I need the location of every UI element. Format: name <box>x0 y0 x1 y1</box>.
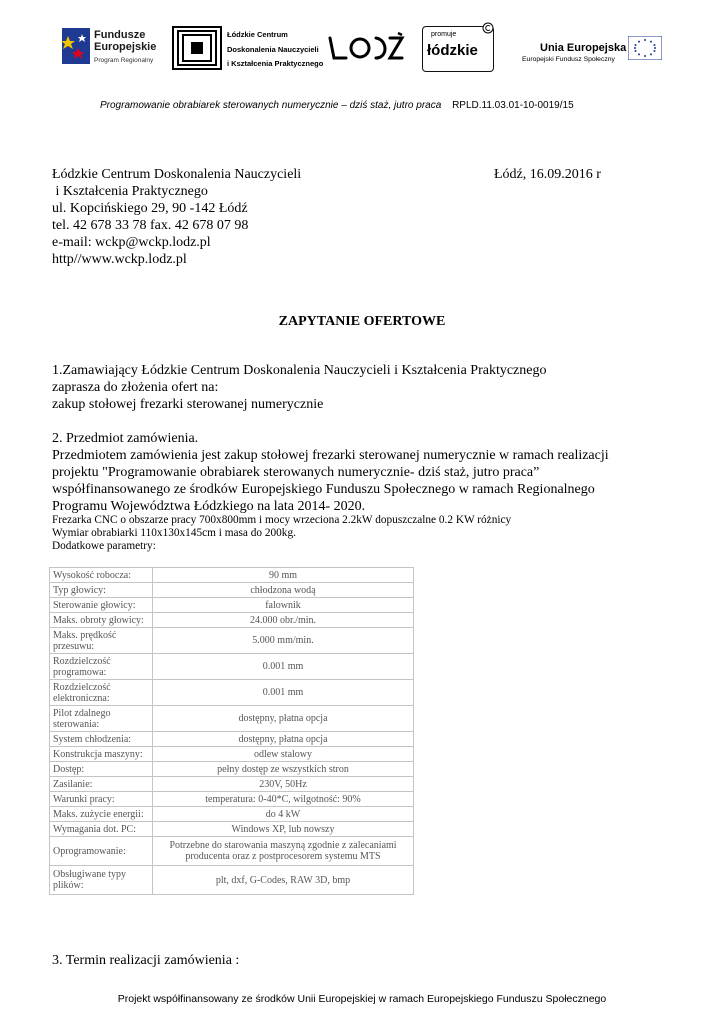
param-name: Pilot zdalnego sterowania: <box>50 706 153 732</box>
param-value: 5.000 mm/min. <box>153 628 414 654</box>
lc-logo-line1: Łódzkie Centrum <box>227 30 288 39</box>
section2-spec1: Frezarka CNC o obszarze pracy 700x800mm i mocy wrzeciona 2.2kW dopuszczalne 0.2 KW różnicy <box>52 514 512 526</box>
param-name: Konstrukcja maszyny: <box>50 747 153 762</box>
param-name: Dostęp: <box>50 762 153 777</box>
table-row <box>50 598 414 613</box>
table-row <box>50 837 414 866</box>
lodz-city-logo <box>326 16 406 78</box>
table-row <box>50 613 414 628</box>
table-row <box>50 822 414 837</box>
ue-logo-sub: Europejski Fundusz Społeczny <box>522 56 615 63</box>
param-name: Rozdzielczość programowa: <box>50 654 153 680</box>
param-name: Wysokość robocza: <box>50 568 153 583</box>
section2-p3: współfinansowanego ze środków Europejskiego Funduszu Społecznego w ramach Regionalnego <box>52 482 595 497</box>
table-row <box>50 777 414 792</box>
copyright-icon <box>482 22 494 34</box>
table-row <box>50 568 414 583</box>
param-value: 24.000 obr./min. <box>153 613 414 628</box>
table-row <box>50 628 414 654</box>
param-value: dostępny, płatna opcja <box>153 732 414 747</box>
sender-email: e-mail: wckp@wckp.lodz.pl <box>52 235 211 250</box>
param-value: dostępny, płatna opcja <box>153 706 414 732</box>
table-row <box>50 792 414 807</box>
page-footer: Projekt współfinansowany ze środków Unii Europejskiej w ramach Europejskiego Funduszu Społecznego <box>117 993 607 1005</box>
fe-logo-line1: Fundusze <box>94 29 146 41</box>
param-name: System chłodzenia: <box>50 732 153 747</box>
parameters-table <box>49 567 414 895</box>
section2-spec2: Wymiar obrabiarki 110x130x145cm i masa do 200kg. <box>52 527 296 539</box>
table-row <box>50 747 414 762</box>
table-row <box>50 866 414 895</box>
section2-p1: Przedmiotem zamówienia jest zakup stołowej frezarki sterowanej numerycznie w ramach realizacji <box>52 448 609 463</box>
sender-address: ul. Kopcińskiego 29, 90 -142 Łódź <box>52 201 248 216</box>
promuje-lodzkie-logo <box>422 16 496 78</box>
param-value: Windows XP, lub nowszy <box>153 822 414 837</box>
param-name: Sterowanie głowicy: <box>50 598 153 613</box>
param-name: Rozdzielczość elektroniczna: <box>50 680 153 706</box>
fe-logo-line2: Europejskie <box>94 41 157 53</box>
param-value: pełny dostęp ze wszystkich stron <box>153 762 414 777</box>
unia-europejska-logo <box>510 16 660 78</box>
section2-heading: 2. Przedmiot zamówienia. <box>52 431 199 446</box>
table-row <box>50 762 414 777</box>
param-name: Maks. zużycie energii: <box>50 807 153 822</box>
section2-p4: Programu Województwa Łódzkiego na lata 2014- 2020. <box>52 499 366 514</box>
fe-logo-sub: Program Regionalny <box>94 57 154 64</box>
place-date: Łódź, 16.09.2016 r <box>494 167 601 182</box>
param-value: 230V, 50Hz <box>153 777 414 792</box>
table-row <box>50 706 414 732</box>
param-name: Warunki pracy: <box>50 792 153 807</box>
section1-line1: 1.Zamawiający Łódzkie Centrum Doskonalenia Nauczycieli i Kształcenia Praktycznego <box>52 363 547 378</box>
table-row <box>50 807 414 822</box>
fe-flag-icon <box>62 28 90 64</box>
parameters-table-body <box>50 568 414 895</box>
section1-line3: zakup stołowej frezarki sterowanej numerycznie <box>52 397 324 412</box>
section3-heading: 3. Termin realizacji zamówienia : <box>52 953 240 968</box>
ue-logo-title: Unia Europejska <box>540 42 627 54</box>
param-value: plt, dxf, G-Codes, RAW 3D, bmp <box>153 866 414 895</box>
param-name: Obsługiwane typy plików: <box>50 866 153 895</box>
table-row <box>50 654 414 680</box>
param-value: falownik <box>153 598 414 613</box>
eu-flag-icon <box>628 36 662 60</box>
param-value: 90 mm <box>153 568 414 583</box>
project-title: Programowanie obrabiarek sterowanych numerycznie – dziś staż, jutro praca <box>100 100 442 111</box>
project-header-line <box>100 100 660 111</box>
section2-spec3: Dodatkowe parametry: <box>52 540 156 552</box>
param-value: chłodzona wodą <box>153 583 414 598</box>
sender-phone: tel. 42 678 33 78 fax. 42 678 07 98 <box>52 218 249 233</box>
param-name: Typ głowicy: <box>50 583 153 598</box>
param-name: Maks. prędkość przesuwu: <box>50 628 153 654</box>
param-value: 0.001 mm <box>153 680 414 706</box>
lodz-logo-icon <box>326 32 406 64</box>
section2-p2: projektu "Programowanie obrabiarek sterowanych numerycznie- dziś staż, jutro praca” <box>52 465 540 480</box>
param-value: temperatura: 0-40*C, wilgotność: 90% <box>153 792 414 807</box>
section1-line2: zaprasza do złożenia ofert na: <box>52 380 219 395</box>
lcdnikp-logo <box>172 16 324 78</box>
sender-name2: i Kształcenia Praktycznego <box>52 184 208 199</box>
lc-logo-line3: i Kształcenia Praktycznego <box>227 59 324 68</box>
param-name: Zasilanie: <box>50 777 153 792</box>
param-value: odlew stalowy <box>153 747 414 762</box>
sender-www: http//www.wckp.lodz.pl <box>52 252 187 267</box>
table-row <box>50 583 414 598</box>
sender-name: Łódzkie Centrum Doskonalenia Nauczycieli <box>52 167 302 182</box>
param-value: 0.001 mm <box>153 654 414 680</box>
document-title: ZAPYTANIE OFERTOWE <box>278 314 446 329</box>
param-name: Oprogramowanie: <box>50 837 153 866</box>
project-code: RPLD.11.03.01-10-0019/15 <box>452 100 574 111</box>
fundusze-europejskie-logo <box>58 16 168 78</box>
table-row <box>50 680 414 706</box>
promuje-small: promuje <box>431 31 457 38</box>
lcdnikp-emblem-icon <box>172 26 222 70</box>
param-value: Potrzebne do starowania maszyną zgodnie z zalecaniami producenta oraz z postprocesorem systemu MTS <box>153 837 414 866</box>
lc-logo-line2: Doskonalenia Nauczycieli <box>227 45 319 54</box>
promuje-big: łódzkie <box>427 42 478 59</box>
param-name: Wymagania dot. PC: <box>50 822 153 837</box>
param-name: Maks. obroty głowicy: <box>50 613 153 628</box>
table-row <box>50 732 414 747</box>
param-value: do 4 kW <box>153 807 414 822</box>
